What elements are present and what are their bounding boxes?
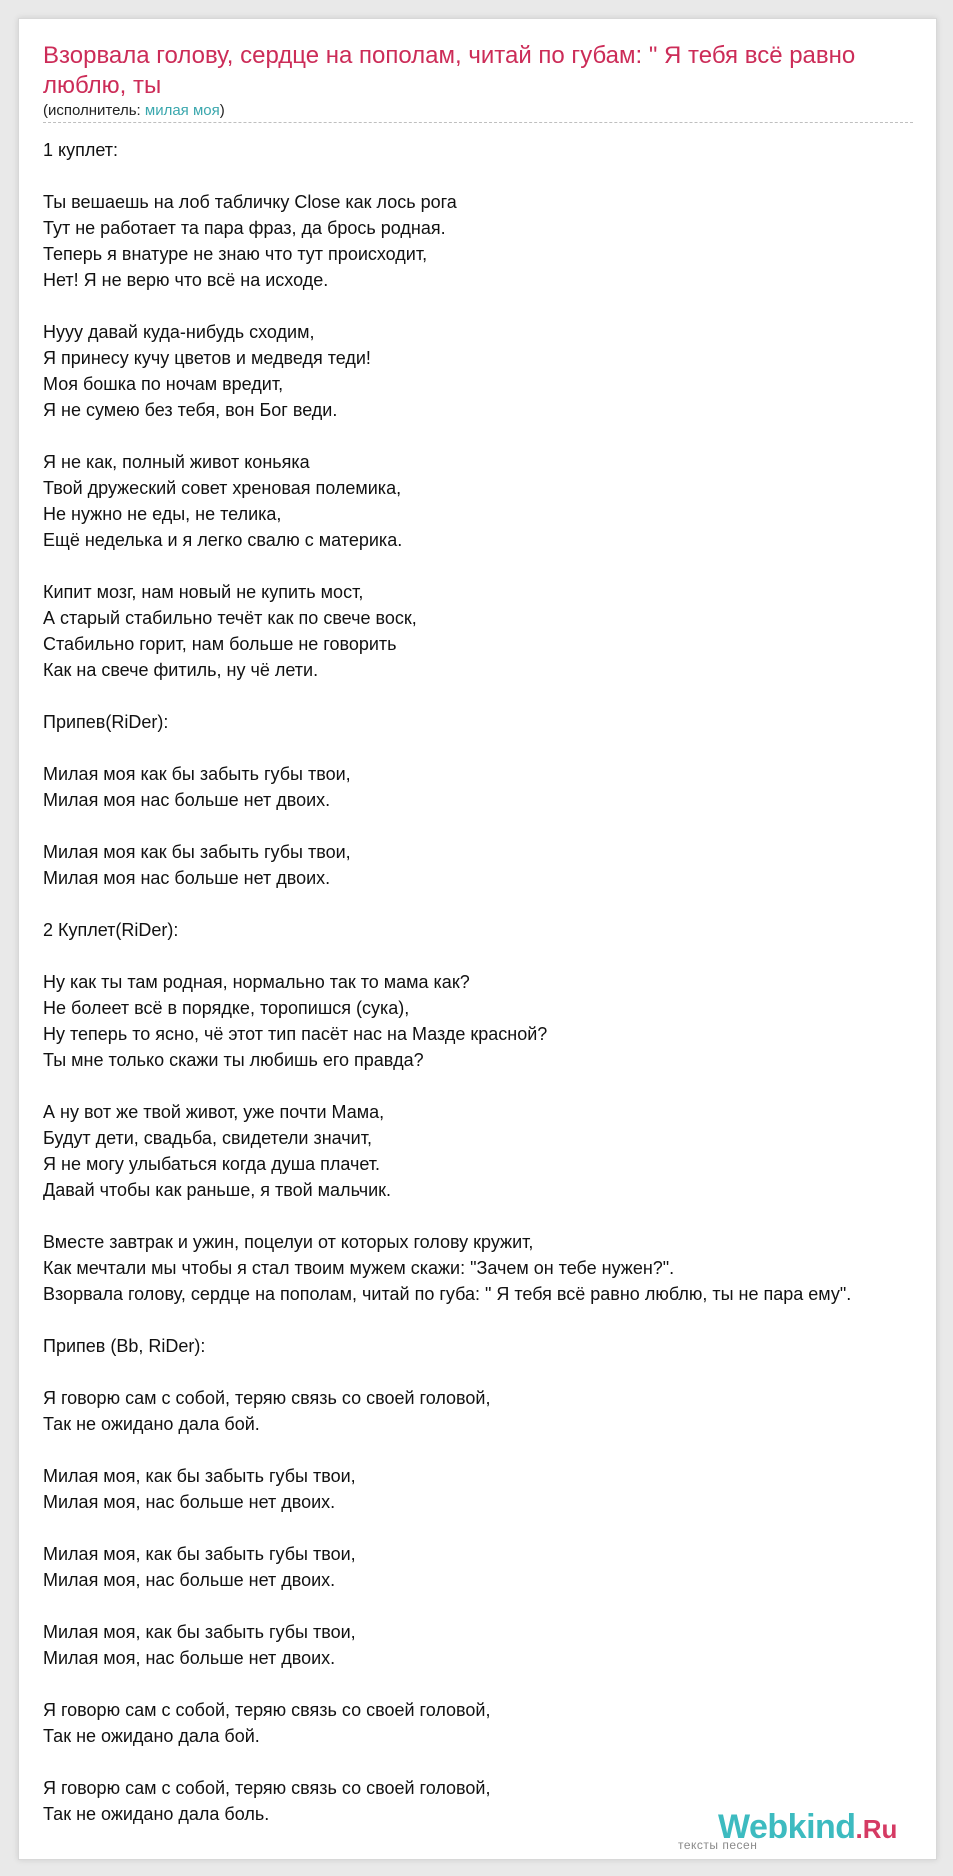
artist-prefix: (исполнитель: <box>43 102 145 119</box>
logo-domain: .Ru <box>855 1814 898 1844</box>
artist-suffix: ) <box>219 102 225 119</box>
dashed-divider <box>43 122 913 123</box>
lyrics-text: 1 куплет: Ты вешаешь на лоб табличку Close как лось рога Тут не работает та пара фраз, да брось родная. Теперь я внатуре не знаю что тут происходит, Нет! Я не верю что всё на исходе. Нууу давай куда-нибудь сходим, Я принесу кучу цветов и медведя теди! Моя бошка по ночам вредит, Я не сумею без тебя, вон Бог веди. Я не как, полный живот коньяка Твой дружеский совет хреновая полемика, Не нужно не еды, не телика, Ещё неделька и я легко свалю с материка. Кипит мозг, нам новый не купить мост, А старый стабильно течёт как по свече воск, Стабильно горит, нам больше не говорить Как на свече фитиль, ну чё лети. Припев(RiDer): Милая моя как бы забыть губы твои, Милая моя нас больше нет двоих. Милая моя как бы забыть губы твои, Милая моя нас больше нет двоих. 2 Куплет(RiDer): Ну как ты там родная, нормально так то мама как? Не болеет всё в порядке, торопишся (сука), Ну теперь то ясно, чё этот тип пасёт нас на Мазде красной? Ты мне только скажи ты любишь его правда? А ну вот же твой живот, уже почти Мама, Будут дети, свадьба, свидетели значит, Я не могу улыбаться когда душа плачет. Давай чтобы как раньше, я твой мальчик. Вместе завтрак и ужин, поцелуи от которых голову кружит, Как мечтали мы чтобы я стал твоим мужем скажи: "Зачем он тебе нужен?". Взорвала голову, сердце на пополам, читай по губа: " Я тебя всё равно люблю, ты не пара ему". Припев (Bb, RiDer): Я говорю сам с собой, теряю связь со своей головой, Так не ожидано дала бой. Милая моя, как бы забыть губы твои, Милая моя, нас больше нет двоих. Милая моя, как бы забыть губы твои, Милая моя, нас больше нет двоих. Милая моя, как бы забыть губы твои, Милая моя, нас больше нет двоих. Я говорю сам с собой, теряю связь со своей головой, Так не ожидано дала бой. Я говорю сам с собой, теряю связь со своей головой, Так не ожидано дала боль. <box>43 140 852 1824</box>
song-title: Взорвала голову, сердце на пополам, читай по губам: " Я тебя всё равно люблю, ты <box>43 42 856 99</box>
logo-subtitle: тексты песен <box>678 1838 758 1852</box>
lyrics-card <box>18 18 937 1860</box>
logo-wordmark: Webkind <box>718 1808 856 1846</box>
artist-line <box>43 102 225 120</box>
artist-link[interactable]: милая моя <box>144 102 220 119</box>
